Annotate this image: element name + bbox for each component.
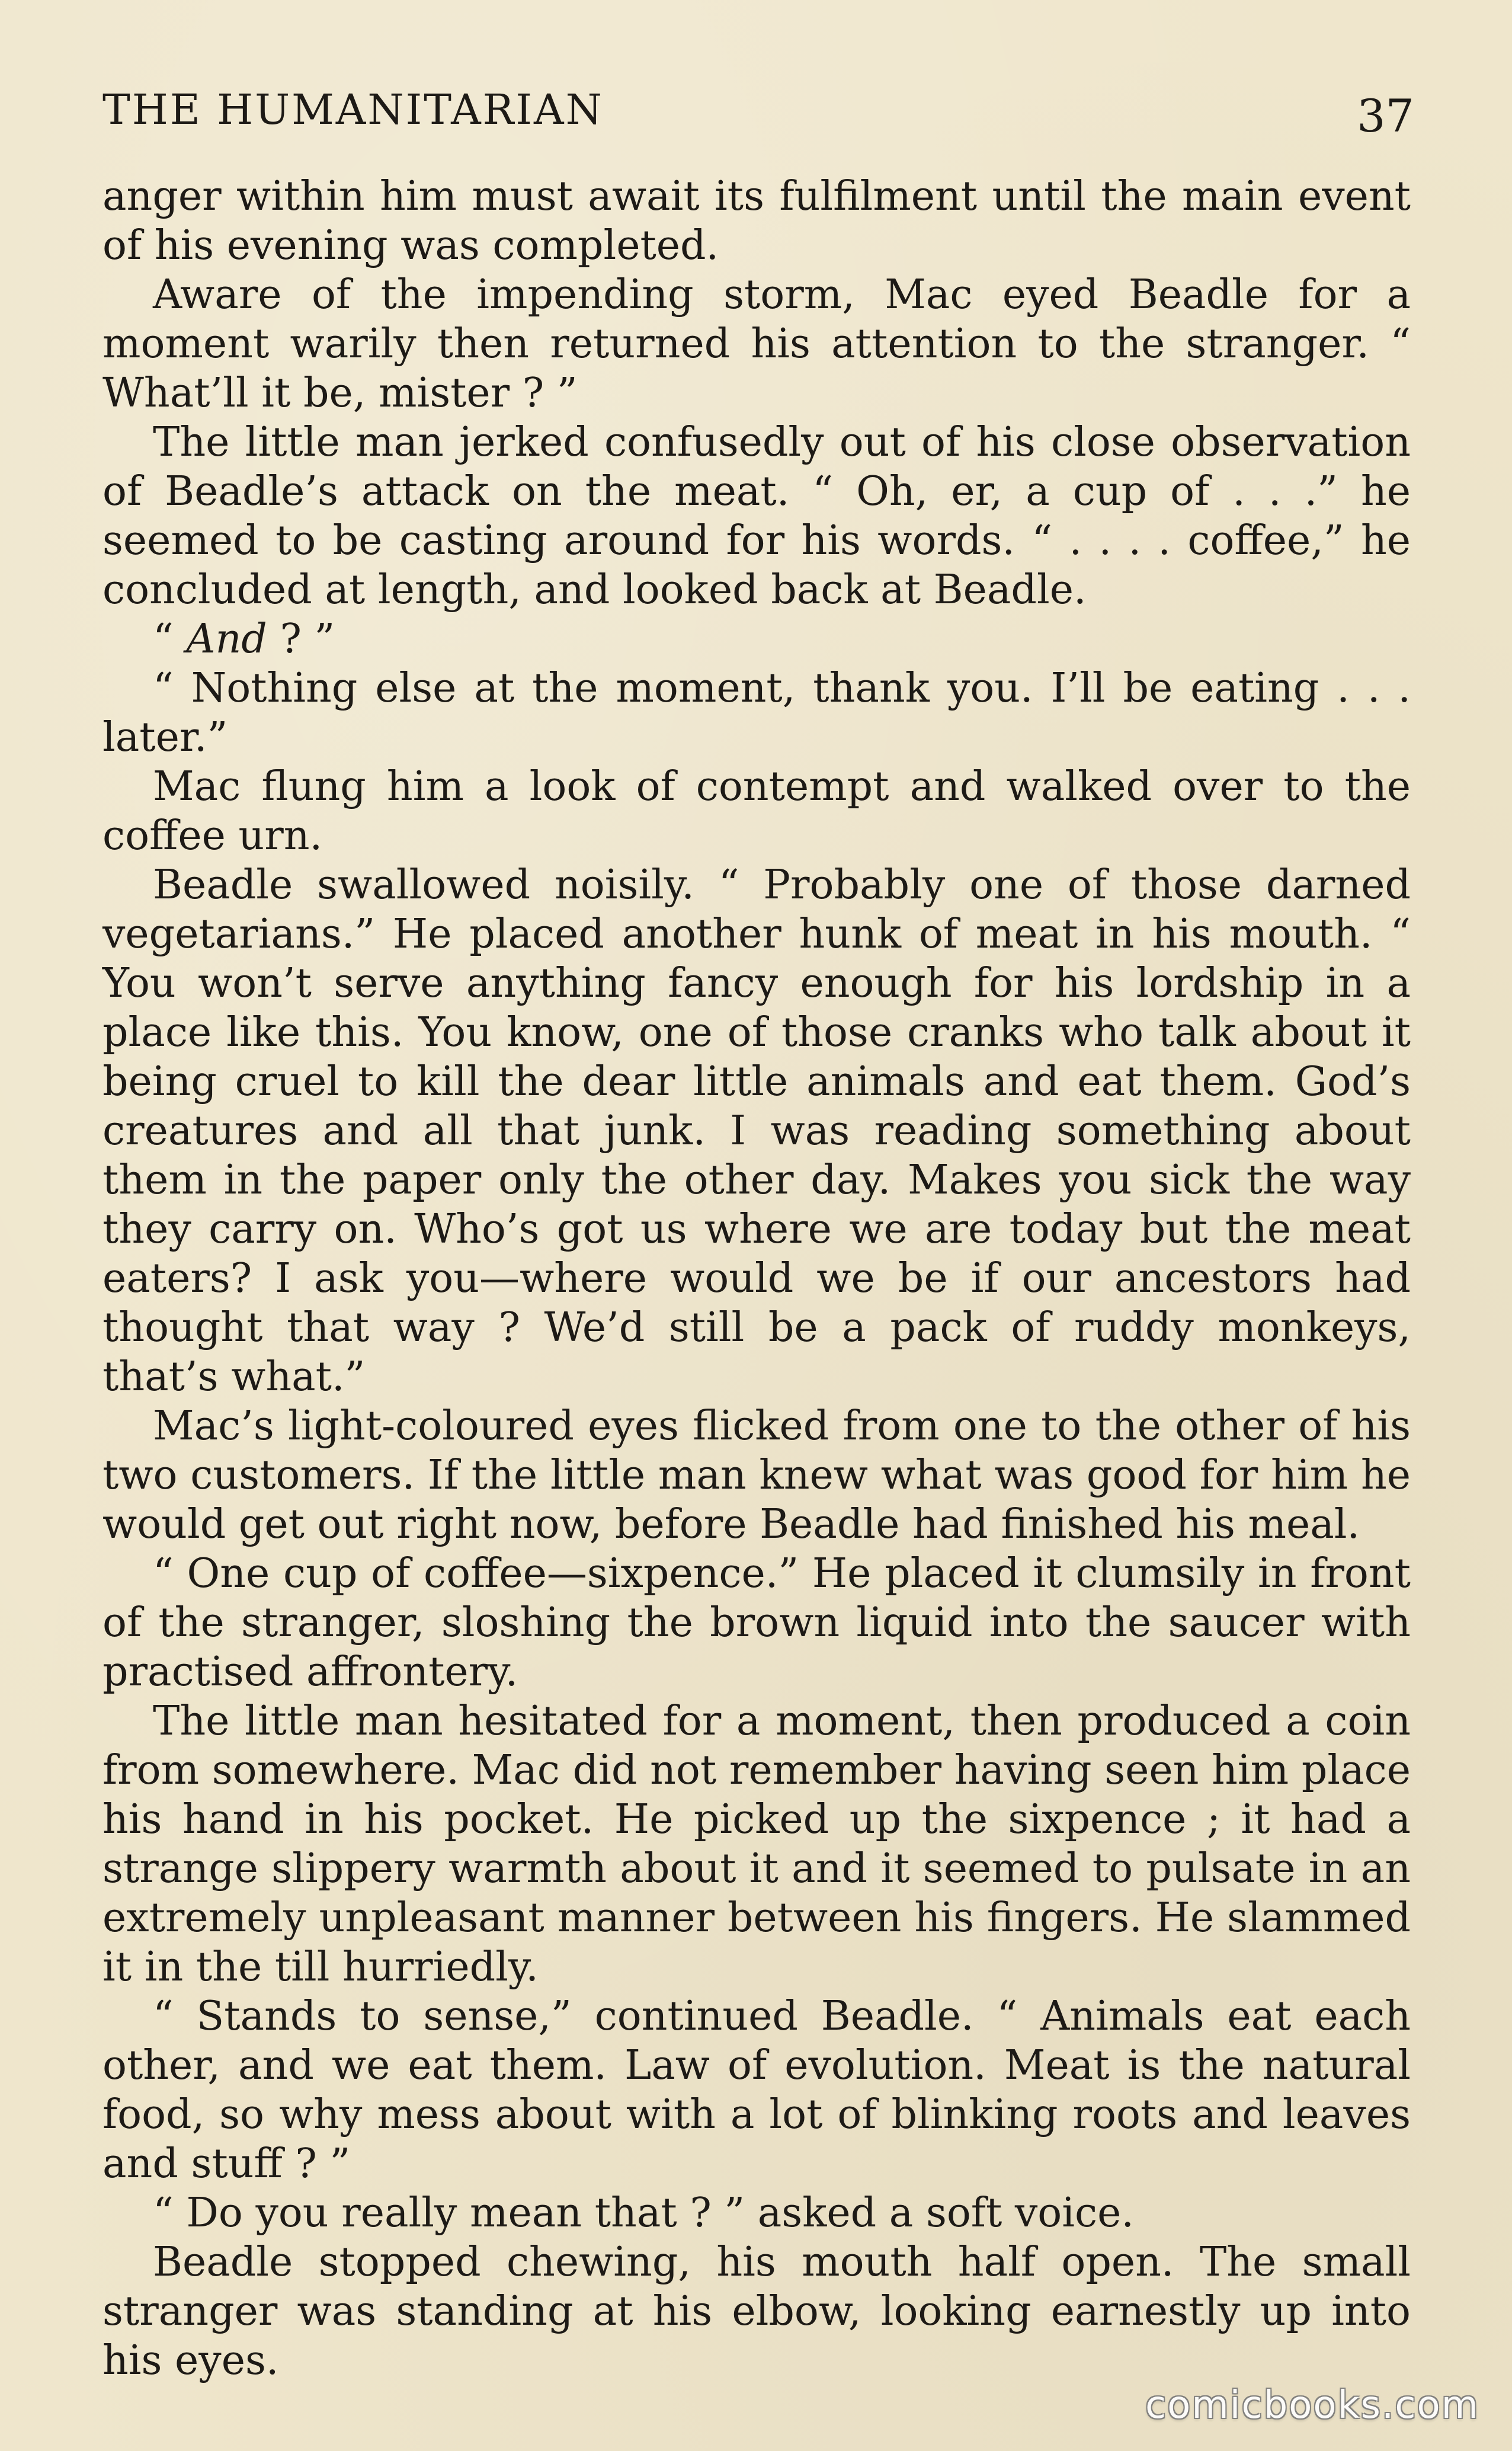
watermark-logo: comicbooks.com <box>1145 2383 1479 2427</box>
paragraph-1: anger within him must await its fulfilment until the main event of his evening was completed. <box>102 173 1411 269</box>
paragraph-10: The little man hesitated for a moment, then produced a coin from somewhere. Mac did not remember having seen him place his hand in his pocket. He picked up the sixpence ; it had a strange slippery warmth about it and it seemed to pulsate in an extremely unpleasant manner between his fingers. He slammed it in the till hurriedly. <box>102 1698 1411 1991</box>
paragraph-5: “ Nothing else at the moment, thank you. I’ll be eating . . . later.” <box>102 665 1411 761</box>
paragraph-9: “ One cup of coffee—sixpence.” He placed it clumsily in front of the stranger, sloshing the brown liquid into the saucer with practised affrontery. <box>102 1550 1411 1695</box>
story-text <box>102 172 1411 2385</box>
paragraph-2: Aware of the impending storm, Mac eyed Beadle for a moment warily then returned his attention to the stranger. “ What’ll it be, mister ? ” <box>102 271 1411 417</box>
page-number: 37 <box>1357 89 1414 142</box>
paragraph-12: “ Do you really mean that ? ” asked a soft voice. <box>153 2190 1134 2236</box>
paragraph-4-italic-word: And <box>186 616 267 663</box>
paragraph-11: “ Stands to sense,” continued Beadle. “ Animals eat each other, and we eat them. Law of evolution. Meat is the natural food, so why mess about with a lot of blinking roots and leaves and stuff ? ” <box>102 1993 1411 2187</box>
paragraph-13: Beadle stopped chewing, his mouth half open. The small stranger was standing at his elbow, looking earnestly up into his eyes. <box>102 2239 1411 2384</box>
running-head-title: THE HUMANITARIAN <box>102 85 604 134</box>
paragraph-4-open-quote: “ <box>153 616 187 663</box>
paragraph-4 <box>102 615 1411 664</box>
paragraph-4-close-quote: ? ” <box>267 616 335 663</box>
paragraph-3: The little man jerked confusedly out of his close observation of Beadle’s attack on the meat. “ Oh, er, a cup of . . .” he seemed to be casting around for his words. “ . . . . coffee,” he concluded at length, and looked back at Beadle. <box>102 419 1411 613</box>
paragraph-7: Beadle swallowed noisily. “ Probably one of those darned vegetarians.” He placed another hunk of meat in his mouth. “ You won’t serve anything fancy enough for his lordship in a place like this. You know, one of those cranks who talk about it being cruel to kill the dear little animals and eat them. God’s creatures and all that junk. I was reading something about them in the paper only the other day. Makes you sick the way they carry on. Who’s got us where we are today but the meat eaters? I ask you—where would we be if our ancestors had thought that way ? We’d still be a pack of ruddy monkeys, that’s what.” <box>102 862 1411 1400</box>
paragraph-8: Mac’s light-coloured eyes flicked from one to the other of his two customers. If the little man knew what was good for him he would get out right now, before Beadle had finished his meal. <box>102 1403 1411 1548</box>
paragraph-6: Mac flung him a look of contempt and walked over to the coffee urn. <box>102 763 1411 859</box>
